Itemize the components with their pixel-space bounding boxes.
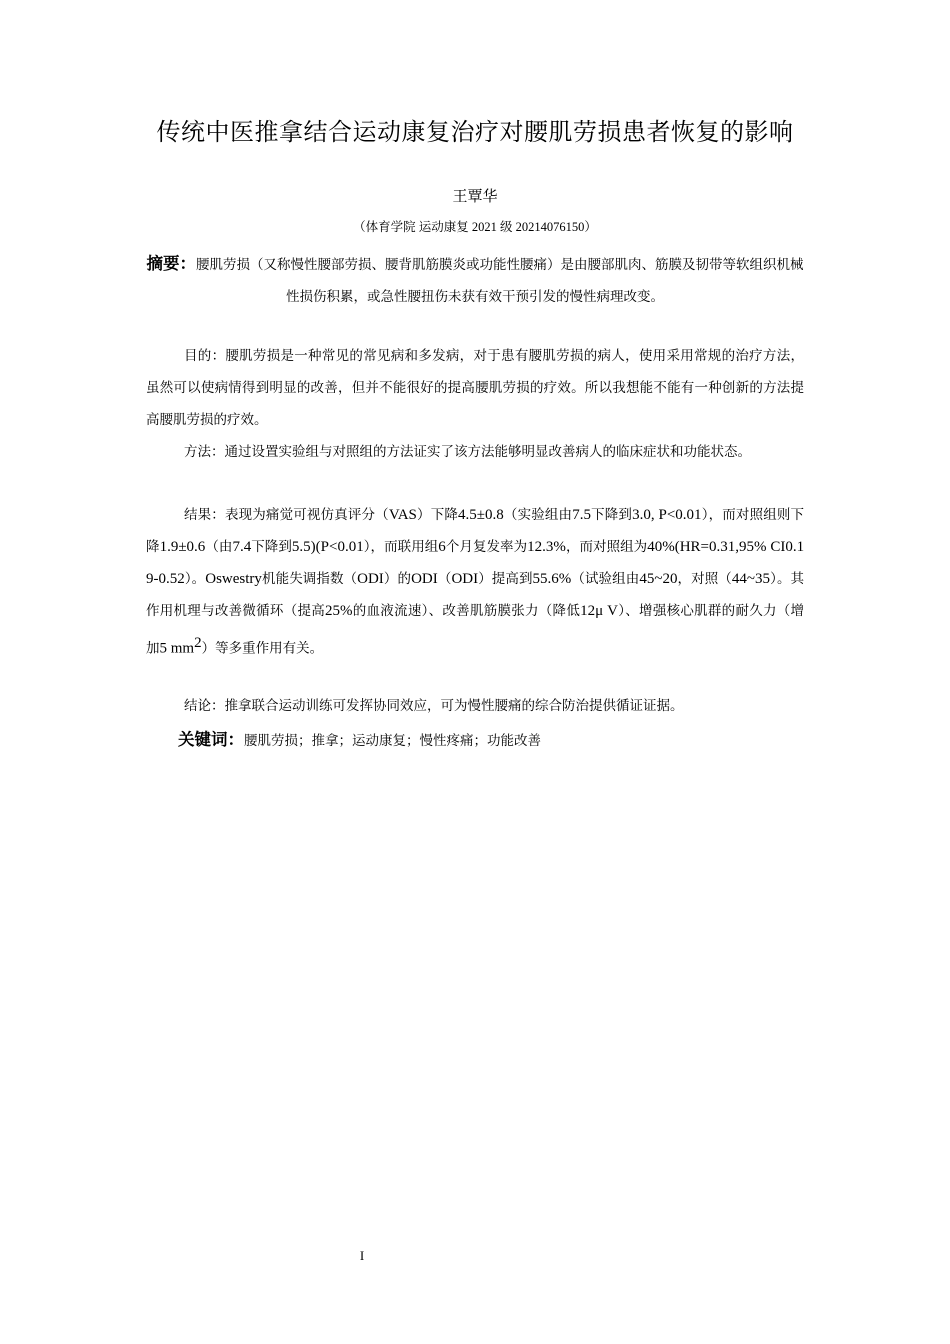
result-value: 12.3%: [527, 539, 566, 555]
superscript-exponent: 2: [194, 635, 202, 651]
abstract-text: 腰肌劳损（又称慢性腰部劳损、腰背肌筋膜炎或功能性腰痛）是由腰部肌肉、筋膜及韧带等软组织机械性损伤积累，或急性腰扭伤未获有效干预引发的慢性病理改变。: [196, 257, 804, 305]
result-value: VAS: [388, 507, 417, 523]
result-text: ），而联用组: [363, 539, 439, 555]
result-text: ）提高到: [478, 571, 533, 587]
result-text: （由: [205, 539, 233, 555]
result-text: ）下降: [416, 507, 459, 523]
keywords-label: 关键词：: [178, 730, 244, 749]
abstract-label: 摘要：: [146, 254, 196, 273]
result-text: （实验组由: [503, 507, 573, 523]
result-value: 4.5±0.8: [458, 507, 504, 523]
author-name: 王覃华: [452, 187, 498, 205]
result-value: 7.4: [232, 539, 252, 555]
result-value: 45~20: [639, 571, 678, 587]
result-value: 5.5)(P<0.01: [291, 539, 364, 555]
abstract-summary: [146, 248, 804, 313]
result-text: ）。其作用机理与改善微循环（提高: [146, 571, 805, 619]
result-text: （: [437, 571, 452, 587]
result-text: ，对照（: [677, 571, 732, 587]
result-text: （试验组由: [571, 571, 640, 587]
result-value: ODI: [451, 571, 479, 587]
result-text: 结果：表现为痛觉可视仿真评分（: [184, 507, 389, 523]
result-paragraph: [146, 499, 804, 665]
result-value: 7.5: [572, 507, 591, 523]
method-paragraph: 方法：通过设置实验组与对照组的方法证实了该方法能够明显改善病人的临床症状和功能状态。: [184, 444, 751, 460]
result-value: 1.9±0.6: [159, 539, 206, 555]
author-affiliation: （体育学院 运动康复 2021 级 20214076150）: [353, 220, 597, 234]
keywords-text: 腰肌劳损；推拿；运动康复；慢性疼痛；功能改善: [244, 733, 541, 749]
result-text: ）。: [184, 571, 206, 587]
result-text: 个月复发率为: [445, 539, 528, 555]
conclusion-paragraph: 结论：推拿联合运动训练可发挥协同效应，可为慢性腰痛的综合防治提供循证证据。: [184, 698, 684, 714]
result-value: 55.6%: [532, 571, 572, 587]
result-value: 3.0, P<0.01: [632, 507, 702, 523]
result-value: 5 mm: [159, 640, 195, 657]
result-text: ）等多重作用有关。: [201, 640, 324, 657]
page-number: I: [359, 1248, 365, 1263]
result-value: 44~35: [731, 571, 771, 587]
result-value: 6: [438, 539, 446, 555]
result-text: 下降到: [251, 539, 292, 555]
result-value: ODI: [411, 571, 438, 587]
result-value: 40%(HR=0.31,95% CI0.19-0.52: [146, 539, 805, 587]
aim-paragraph: 目的：腰肌劳损是一种常见的常见病和多发病，对于患有腰肌劳损的病人，使用采用常规的治疗方法，虽然可以使病情得到明显的改善，但并不能很好的提高腰肌劳损的疗效。所以我想能不能有一种创新的方法提高腰肌劳损的疗效。: [146, 348, 804, 428]
result-text: ），而对照组则下降: [146, 507, 805, 555]
result-value: Oswestry: [205, 571, 262, 587]
result-text: ）、增强核心肌群的耐久力（增加: [146, 603, 805, 657]
result-text: 的血液流速）、改善肌筋膜张力（降低: [352, 603, 581, 619]
result-text: 机能失调指数（: [261, 571, 358, 587]
result-value: 25%: [325, 603, 353, 619]
result-value: 12μ V: [580, 603, 618, 619]
result-value: ODI: [357, 571, 384, 587]
result-text: ）的: [383, 571, 412, 587]
keywords-line: [178, 724, 798, 757]
result-text: 下降到: [590, 507, 633, 523]
result-text: ，而对照组为: [565, 539, 648, 555]
paper-title: 传统中医推拿结合运动康复治疗对腰肌劳损患者恢复的影响: [156, 118, 794, 146]
